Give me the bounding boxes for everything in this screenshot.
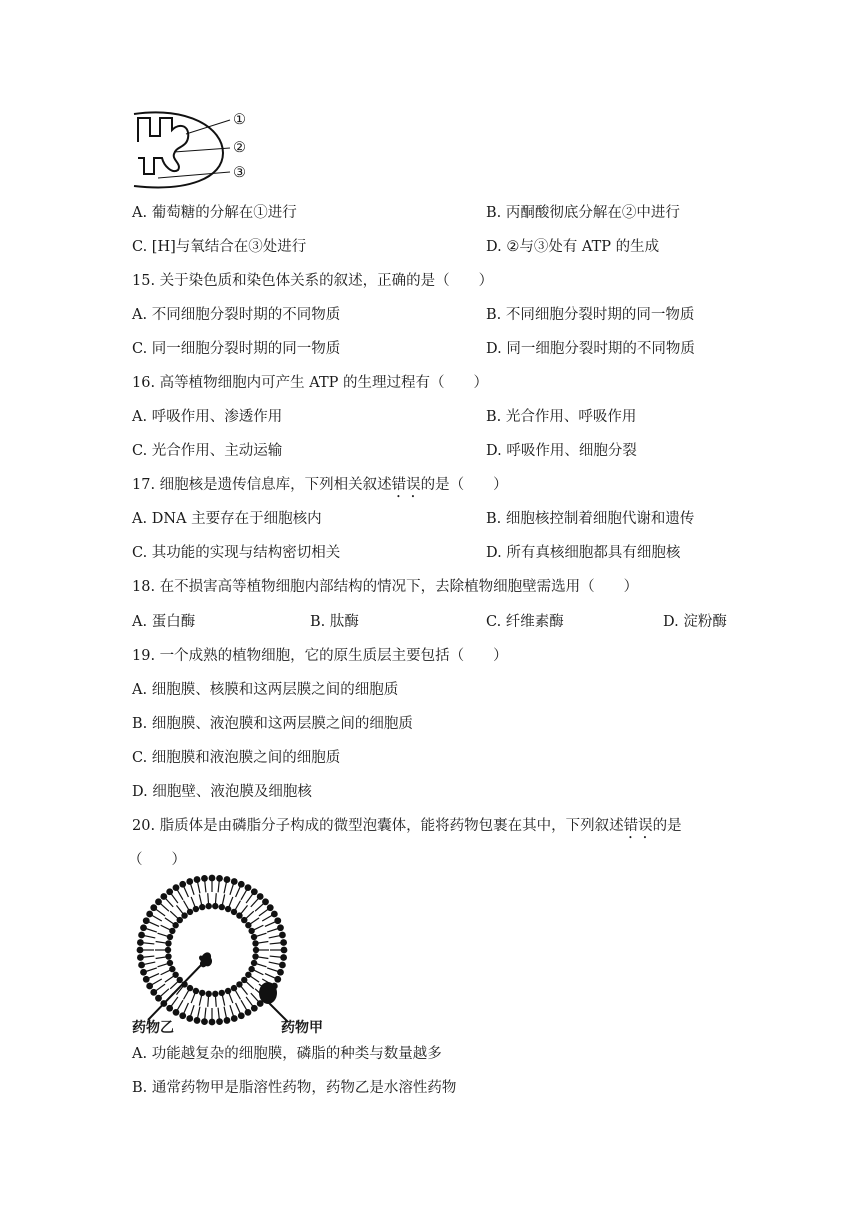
q19-option-d: D. 细胞壁、液泡膜及细胞核 xyxy=(132,784,312,800)
figure-label-2: ② xyxy=(233,140,246,156)
q17-stem-start: 17. 细胞核是遗传信息库，下列相关叙述 xyxy=(132,477,392,493)
q16-stem: 16. 高等植物细胞内可产生 ATP 的生理过程有（ ） xyxy=(132,375,488,391)
q17-option-d: D. 所有真核细胞都具有细胞核 xyxy=(486,545,681,561)
q16-option-a: A. 呼吸作用、渗透作用 xyxy=(132,409,283,425)
q20-answer-paren: （ ） xyxy=(128,852,186,868)
q15-option-d: D. 同一细胞分裂时期的不同物质 xyxy=(486,341,695,357)
figure-label-3: ③ xyxy=(233,165,246,181)
q20-option-a: A. 功能越复杂的细胞膜，磷脂的种类与数量越多 xyxy=(132,1046,442,1062)
q14-option-a: A. 葡萄糖的分解在①进行 xyxy=(132,205,297,221)
q17-stem xyxy=(132,475,508,501)
q14-option-d: D. ②与③处有 ATP 的生成 xyxy=(486,239,660,255)
q20-stem-emphasis: 错误 xyxy=(623,818,653,834)
drug-b-label: 药物乙 xyxy=(132,1020,174,1036)
drug-a-label: 药物甲 xyxy=(281,1020,323,1036)
q20-stem-start: 20. 脂质体是由磷脂分子构成的微型泡囊体，能将药物包裹在其中，下列叙述 xyxy=(132,818,624,834)
q18-stem: 18. 在不损害高等植物细胞内部结构的情况下，去除植物细胞壁需选用（ ） xyxy=(132,579,639,595)
q14-option-c: C. [H]与氧结合在③处进行 xyxy=(132,239,307,255)
q15-option-c: C. 同一细胞分裂时期的同一物质 xyxy=(132,341,341,357)
q15-option-b: B. 不同细胞分裂时期的同一物质 xyxy=(486,307,695,323)
q17-option-a: A. DNA 主要存在于细胞核内 xyxy=(132,511,322,527)
q18-option-a: A. 蛋白酶 xyxy=(132,614,196,630)
figure-label-1: ① xyxy=(233,112,246,128)
q20-stem-end: 的是 xyxy=(652,818,682,834)
q17-option-b: B. 细胞核控制着细胞代谢和遗传 xyxy=(486,511,695,527)
q15-option-a: A. 不同细胞分裂时期的不同物质 xyxy=(132,307,341,323)
q15-stem: 15. 关于染色质和染色体关系的叙述，正确的是（ ） xyxy=(132,273,494,289)
q19-option-b: B. 细胞膜、液泡膜和这两层膜之间的细胞质 xyxy=(132,716,413,732)
q19-option-c: C. 细胞膜和液泡膜之间的细胞质 xyxy=(132,750,341,766)
q19-stem: 19. 一个成熟的植物细胞，它的原生质层主要包括（ ） xyxy=(132,648,508,664)
q17-stem-end: 的是（ ） xyxy=(420,477,508,493)
q20-stem xyxy=(132,816,682,842)
q14-option-b: B. 丙酮酸彻底分解在②中进行 xyxy=(486,205,680,221)
q20-option-b: B. 通常药物甲是脂溶性药物，药物乙是水溶性药物 xyxy=(132,1080,457,1096)
q18-option-c: C. 纤维素酶 xyxy=(486,614,564,630)
q16-option-d: D. 呼吸作用、细胞分裂 xyxy=(486,443,637,459)
q19-option-a: A. 细胞膜、核膜和这两层膜之间的细胞质 xyxy=(132,682,399,698)
q16-option-b: B. 光合作用、呼吸作用 xyxy=(486,409,637,425)
q17-option-c: C. 其功能的实现与结构密切相关 xyxy=(132,545,341,561)
q17-stem-emphasis: 错误 xyxy=(391,477,421,493)
q18-option-d: D. 淀粉酶 xyxy=(663,614,727,630)
q16-option-c: C. 光合作用、主动运输 xyxy=(132,443,283,459)
q18-option-b: B. 肽酶 xyxy=(310,614,359,630)
